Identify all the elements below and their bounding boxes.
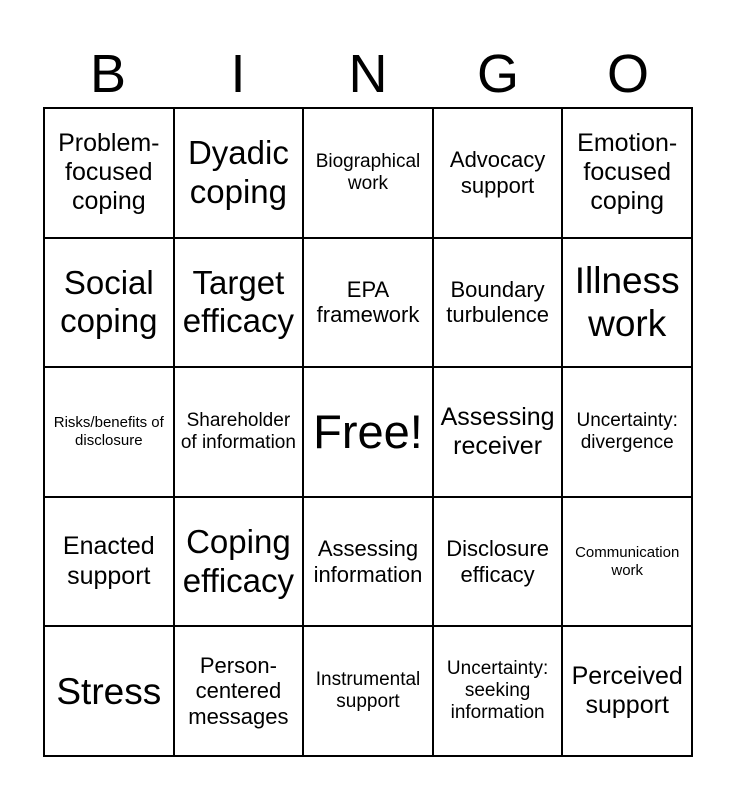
bingo-cell[interactable]	[174, 626, 304, 756]
bingo-board	[43, 107, 693, 757]
cell-label: Communication work	[575, 544, 680, 579]
header-letter-b: B	[89, 44, 127, 104]
bingo-cell[interactable]	[174, 367, 304, 497]
cell-label: Dyadic coping	[187, 134, 289, 210]
cell-label: Emotion-focused coping	[577, 128, 678, 216]
cell-label: EPA framework	[316, 276, 420, 328]
cell-label: Stress	[56, 670, 162, 712]
cell-label: Perceived support	[571, 661, 683, 720]
cell-label: Biographical work	[315, 150, 421, 194]
bingo-cell[interactable]	[44, 367, 174, 497]
bingo-cell[interactable]	[433, 238, 563, 368]
bingo-cell[interactable]	[562, 367, 692, 497]
cell-label: Disclosure efficacy	[446, 535, 549, 587]
cell-label: Uncertainty: seeking information	[446, 657, 549, 724]
bingo-cell[interactable]	[562, 626, 692, 756]
bingo-cell[interactable]	[44, 626, 174, 756]
cell-label: Free!	[313, 404, 423, 458]
bingo-cell[interactable]	[562, 238, 692, 368]
bingo-cell[interactable]	[174, 108, 304, 238]
bingo-header	[43, 42, 693, 106]
free-space-cell[interactable]	[303, 367, 433, 497]
header-letter-i: I	[230, 44, 246, 104]
bingo-cell[interactable]	[44, 238, 174, 368]
cell-label: Boundary turbulence	[446, 276, 549, 328]
cell-label: Illness work	[574, 260, 680, 345]
cell-label: Advocacy support	[449, 147, 546, 198]
cell-label: Instrumental support	[315, 668, 421, 713]
cell-label: Enacted support	[62, 532, 155, 590]
cell-label: Person-centered messages	[188, 652, 289, 730]
cell-label: Social coping	[60, 263, 158, 340]
bingo-cell[interactable]	[303, 108, 433, 238]
bingo-cell[interactable]	[433, 367, 563, 497]
cell-label: Assessing information	[313, 535, 423, 587]
bingo-cell[interactable]	[174, 238, 304, 368]
header-letter-g: G	[476, 44, 519, 104]
bingo-cell[interactable]	[433, 108, 563, 238]
header-letter-n: N	[348, 44, 388, 104]
cell-label: Risks/benefits of disclosure	[53, 414, 164, 449]
bingo-cell[interactable]	[433, 497, 563, 627]
bingo-cell[interactable]	[174, 497, 304, 627]
cell-label: Assessing receiver	[440, 402, 555, 460]
cell-label: Coping efficacy	[182, 522, 295, 599]
header-letter-o: O	[606, 44, 649, 104]
cell-label: Shareholder of information	[180, 409, 296, 453]
bingo-cell[interactable]	[303, 497, 433, 627]
bingo-cell[interactable]	[562, 497, 692, 627]
bingo-cell[interactable]	[44, 497, 174, 627]
bingo-cell[interactable]	[303, 238, 433, 368]
bingo-cell[interactable]	[44, 108, 174, 238]
bingo-cell[interactable]	[303, 626, 433, 756]
cell-label: Problem-focused coping	[58, 128, 160, 216]
bingo-cell[interactable]	[562, 108, 692, 238]
cell-label: Uncertainty: divergence	[576, 409, 678, 453]
bingo-cell[interactable]	[433, 626, 563, 756]
cell-label: Target efficacy	[182, 263, 295, 340]
